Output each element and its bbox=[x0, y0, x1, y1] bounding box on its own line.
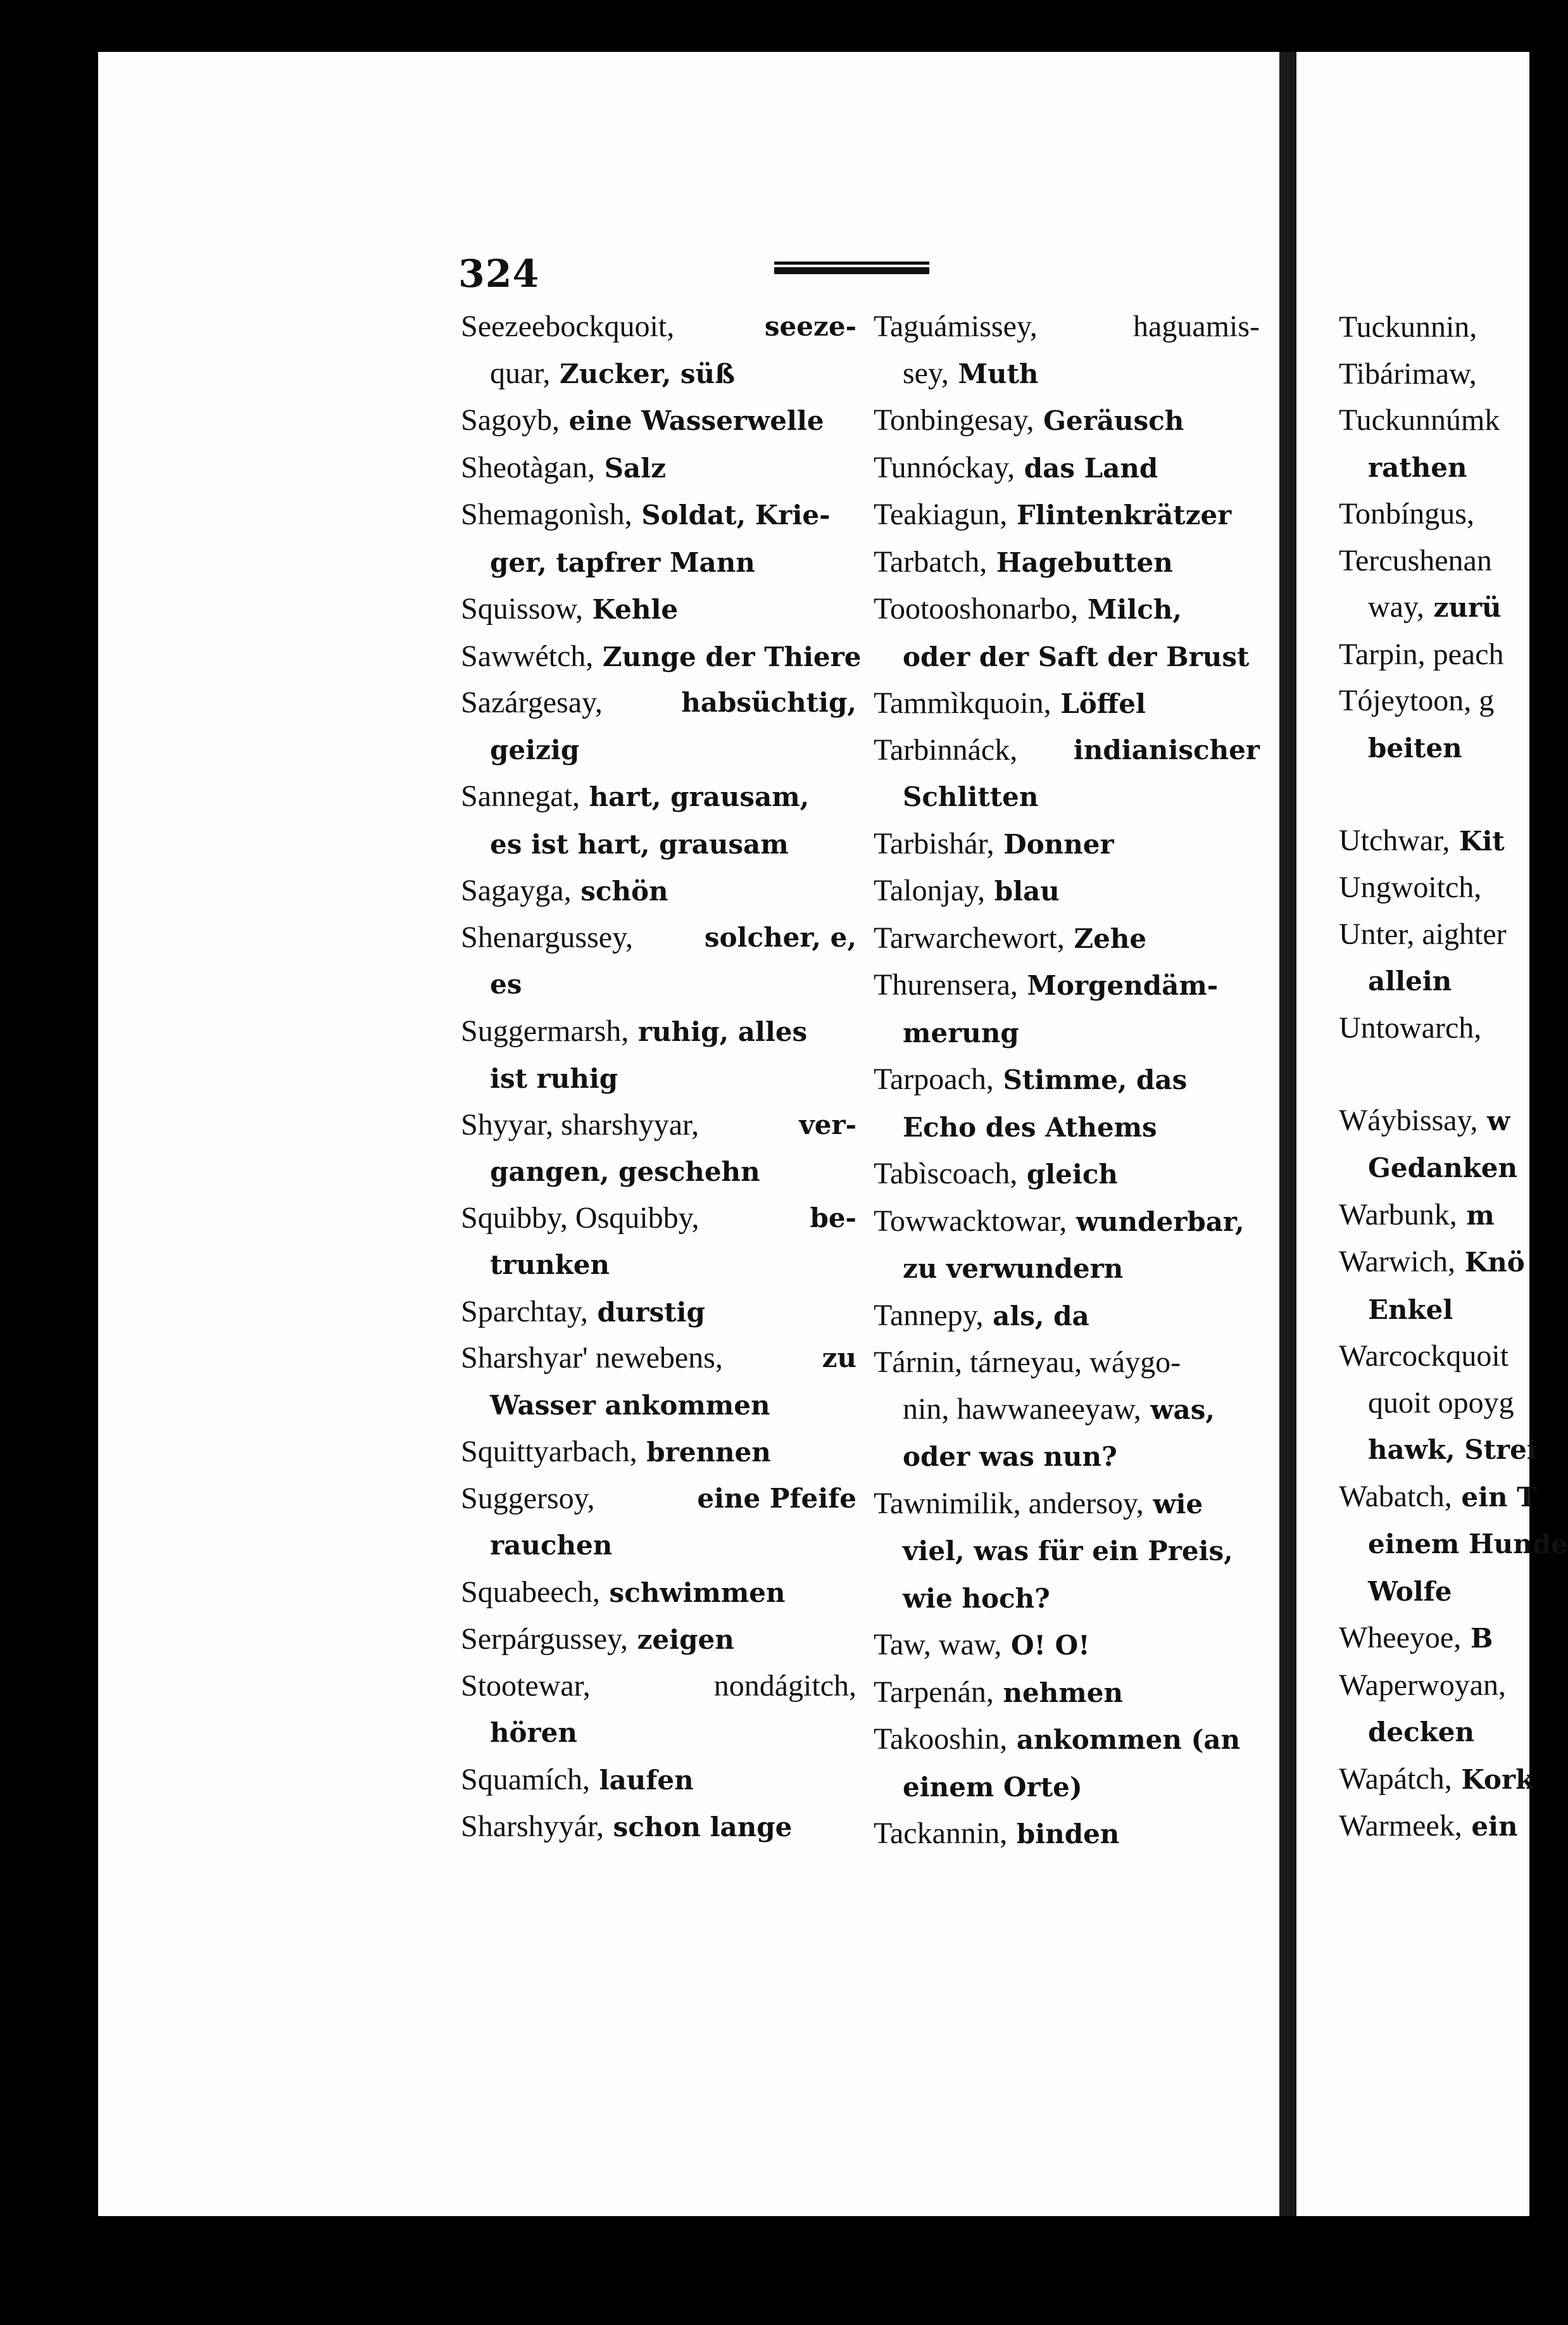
entry-headword: Squabeech, bbox=[461, 1575, 600, 1609]
entry-headword: Waperwoyan, bbox=[1339, 1668, 1507, 1702]
glossary-line bbox=[1339, 1380, 1541, 1427]
entry-gloss: schön bbox=[580, 876, 668, 907]
entry-headword: Tarpin, peach bbox=[1339, 637, 1504, 671]
entry-headword: Squissow, bbox=[461, 592, 583, 626]
glossary-column-2 bbox=[874, 304, 1260, 1858]
entry-gloss: ankommen (an bbox=[1016, 1724, 1241, 1755]
entry-headword: Tonbíngus, bbox=[1339, 497, 1474, 531]
glossary-line bbox=[874, 915, 1260, 962]
glossary-line bbox=[461, 350, 856, 398]
entry-gloss: schwimmen bbox=[609, 1577, 786, 1608]
glossary-line bbox=[874, 1480, 1260, 1528]
glossary-line bbox=[874, 773, 1260, 821]
glossary-line bbox=[1339, 1286, 1541, 1333]
entry-gloss: wunderbar, bbox=[1076, 1206, 1245, 1237]
glossary-column-1 bbox=[461, 304, 862, 1851]
entry-headword: Tarpenán, bbox=[874, 1675, 994, 1709]
glossary-line bbox=[1339, 1756, 1541, 1803]
entry-headword: Wapátch, bbox=[1339, 1761, 1452, 1796]
entry-headword: Tójeytoon, g bbox=[1339, 684, 1495, 717]
entry-gloss: Echo des Athems bbox=[903, 1111, 1157, 1143]
entry-headword: Tuckunnúmk bbox=[1339, 403, 1500, 437]
glossary-line bbox=[461, 821, 856, 868]
glossary-line bbox=[461, 1241, 856, 1289]
glossary-line bbox=[874, 821, 1260, 868]
entry-headword: Squibby, Osquibby, bbox=[461, 1200, 699, 1235]
glossary-line bbox=[1339, 1005, 1541, 1052]
glossary-line bbox=[461, 304, 856, 350]
glossary-line bbox=[461, 633, 862, 681]
glossary-line bbox=[1339, 1568, 1541, 1615]
entry-headword: quar, bbox=[490, 356, 551, 390]
entry-gloss: schon lange bbox=[613, 1811, 793, 1843]
entry-headword: Takooshin, bbox=[874, 1722, 1008, 1756]
glossary-line bbox=[1339, 771, 1541, 817]
glossary-line bbox=[461, 1803, 856, 1851]
entry-headword: Wheeyoe, bbox=[1339, 1621, 1462, 1654]
entry-gloss: es bbox=[490, 969, 522, 1000]
glossary-line bbox=[461, 539, 856, 586]
entry-headword: Warcockquoit bbox=[1339, 1339, 1509, 1373]
glossary-line bbox=[461, 680, 856, 726]
glossary-line bbox=[461, 1569, 856, 1616]
entry-gloss: Donner bbox=[1003, 828, 1114, 860]
entry-headword: Untowarch, bbox=[1339, 1011, 1482, 1045]
glossary-line bbox=[1339, 1803, 1541, 1850]
entry-gloss: Stimme, das bbox=[1003, 1064, 1188, 1095]
entry-gloss: Geräusch bbox=[1043, 405, 1184, 436]
entry-gloss: zu bbox=[822, 1342, 856, 1373]
entry-gloss: gangen, geschehn bbox=[490, 1156, 760, 1187]
entry-gloss: Knö bbox=[1464, 1247, 1525, 1278]
entry-headword: Tercushenan bbox=[1339, 543, 1492, 577]
glossary-line bbox=[874, 1009, 1260, 1057]
entry-headword: Warmeek, bbox=[1339, 1809, 1462, 1843]
glossary-line bbox=[1339, 304, 1541, 351]
entry-gloss: trunken bbox=[490, 1249, 610, 1280]
entry-gloss: Soldat, Krie- bbox=[641, 500, 831, 531]
glossary-line bbox=[874, 397, 1260, 444]
entry-headword: Shemagonìsh, bbox=[461, 498, 632, 531]
entry-gloss: geizig bbox=[490, 734, 580, 766]
entry-gloss: indianischer bbox=[1073, 734, 1260, 766]
entry-headword: Wáybissay, bbox=[1339, 1103, 1478, 1137]
entry-headword: Suggersoy, bbox=[461, 1481, 595, 1515]
glossary-line bbox=[1339, 957, 1541, 1005]
book-gutter bbox=[1279, 52, 1296, 2216]
glossary-line bbox=[1339, 724, 1541, 772]
glossary-line bbox=[461, 1289, 856, 1336]
glossary-line bbox=[461, 1102, 856, 1149]
entry-gloss: hören bbox=[490, 1717, 577, 1748]
entry-headword: nin, hawwaneeyaw, bbox=[903, 1392, 1141, 1426]
glossary-line bbox=[1339, 1144, 1541, 1192]
entry-gloss: Enkel bbox=[1368, 1294, 1453, 1325]
entry-headword: Tarbishár, bbox=[874, 826, 994, 860]
glossary-line bbox=[874, 1198, 1260, 1245]
entry-headword: Squittyarbach, bbox=[461, 1435, 637, 1468]
entry-gloss: eine Pfeife bbox=[697, 1482, 856, 1514]
entry-headword: quoit opoyg bbox=[1368, 1385, 1514, 1420]
entry-gloss: ger, tapfrer Mann bbox=[490, 546, 755, 578]
entry-gloss: Morgendäm- bbox=[1027, 970, 1219, 1001]
glossary-line bbox=[874, 1292, 1260, 1340]
glossary-line bbox=[461, 1008, 856, 1055]
glossary-line bbox=[1339, 1473, 1541, 1521]
entry-headword: Tabìscoach, bbox=[874, 1157, 1018, 1190]
glossary-line bbox=[461, 915, 856, 961]
entry-gloss: hart, grausam, bbox=[589, 781, 810, 812]
entry-gloss: einem Hunde bbox=[1368, 1528, 1568, 1559]
glossary-line bbox=[874, 444, 1260, 492]
entry-gloss: als, da bbox=[993, 1300, 1089, 1332]
glossary-line bbox=[874, 1104, 1260, 1151]
entry-gloss: viel, was für ein Preis, bbox=[903, 1535, 1233, 1566]
entry-gloss: ruhig, alles bbox=[637, 1016, 808, 1047]
glossary-line bbox=[461, 1476, 856, 1522]
glossary-line bbox=[1339, 397, 1541, 444]
glossary-line bbox=[1339, 538, 1541, 584]
glossary-line bbox=[1339, 444, 1541, 491]
glossary-line bbox=[1339, 1238, 1541, 1286]
entry-headword: Tunnóckay, bbox=[874, 450, 1015, 484]
entry-gloss: Gedanken bbox=[1368, 1152, 1518, 1183]
entry-headword: Tannepy, bbox=[874, 1298, 984, 1332]
entry-gloss: Flintenkrätzer bbox=[1016, 500, 1232, 531]
entry-headword: Sagayga, bbox=[461, 874, 572, 907]
glossary-line bbox=[874, 1245, 1260, 1292]
entry-gloss: gleich bbox=[1026, 1159, 1118, 1190]
entry-headword: Utchwar, bbox=[1339, 823, 1450, 857]
glossary-line bbox=[1339, 1662, 1541, 1709]
glossary-line bbox=[1339, 491, 1541, 538]
entry-headword: way, bbox=[1368, 590, 1424, 624]
entry-gloss: Hagebutten bbox=[996, 546, 1173, 578]
glossary-column-3 bbox=[1339, 304, 1568, 1850]
entry-headword: Stootewar, bbox=[461, 1668, 591, 1703]
entry-gloss: merung bbox=[903, 1017, 1019, 1049]
entry-headword: Squamích, bbox=[461, 1762, 590, 1796]
glossary-line bbox=[874, 962, 1260, 1009]
entry-headword: Sagoyb, bbox=[461, 403, 560, 437]
entry-headword: Sheotàgan, bbox=[461, 450, 595, 484]
entry-headword: Warbunk, bbox=[1339, 1197, 1457, 1232]
entry-headword: Sharshyar' newebens, bbox=[461, 1341, 723, 1375]
glossary-line bbox=[1339, 1192, 1541, 1239]
entry-gloss: Löffel bbox=[1060, 688, 1146, 719]
entry-headword: Serpárgussey, bbox=[461, 1622, 628, 1656]
glossary-line bbox=[461, 1055, 856, 1102]
glossary-line bbox=[461, 773, 856, 821]
glossary-line bbox=[461, 586, 856, 633]
glossary-line bbox=[461, 1756, 856, 1804]
entry-headword: Tarpoach, bbox=[874, 1062, 994, 1096]
glossary-line bbox=[461, 1148, 856, 1195]
glossary-line bbox=[874, 350, 1260, 398]
header-rule bbox=[774, 261, 929, 274]
entry-headword: Sawwétch, bbox=[461, 639, 594, 673]
glossary-line bbox=[874, 1433, 1260, 1480]
entry-gloss: seeze- bbox=[764, 311, 856, 342]
entry-gloss: be- bbox=[810, 1202, 856, 1233]
entry-gloss: nondágitch, bbox=[713, 1668, 856, 1703]
entry-headword: sey, bbox=[903, 356, 949, 390]
glossary-line bbox=[461, 867, 856, 915]
entry-gloss: allein bbox=[1368, 966, 1452, 997]
glossary-line bbox=[874, 867, 1260, 915]
glossary-line bbox=[874, 1386, 1260, 1433]
entry-headword: Towwacktowar, bbox=[874, 1204, 1067, 1238]
glossary-line bbox=[461, 1428, 856, 1476]
entry-gloss: oder was nun? bbox=[903, 1441, 1117, 1472]
entry-headword: Sparchtay, bbox=[461, 1294, 588, 1328]
glossary-line bbox=[874, 1716, 1260, 1763]
entry-gloss: das Land bbox=[1024, 452, 1158, 484]
glossary-line bbox=[1339, 817, 1541, 865]
entry-headword: Tawnimilik, andersoy, bbox=[874, 1486, 1144, 1520]
glossary-line bbox=[874, 1575, 1260, 1622]
glossary-line bbox=[1339, 631, 1541, 678]
entry-headword: Taw, waw, bbox=[874, 1628, 1002, 1661]
entry-gloss: ver- bbox=[799, 1109, 856, 1140]
glossary-line bbox=[874, 304, 1260, 350]
entry-gloss: es ist hart, grausam bbox=[490, 828, 789, 860]
entry-headword: Suggermarsh, bbox=[461, 1014, 629, 1048]
entry-headword: Sazárgesay, bbox=[461, 686, 603, 719]
entry-gloss: brennen bbox=[646, 1437, 771, 1468]
entry-headword: Taguámissey, bbox=[874, 310, 1038, 343]
entry-gloss: durstig bbox=[597, 1296, 705, 1328]
glossary-line bbox=[461, 1709, 856, 1756]
glossary-line bbox=[1339, 1426, 1541, 1473]
entry-gloss: wie bbox=[1153, 1488, 1203, 1520]
entry-headword: Tuckunnin, bbox=[1339, 310, 1477, 344]
entry-gloss: ist ruhig bbox=[490, 1063, 618, 1094]
glossary-line bbox=[874, 1150, 1260, 1198]
glossary-line bbox=[461, 444, 856, 492]
entry-gloss: was, bbox=[1150, 1394, 1215, 1425]
entry-gloss: blau bbox=[994, 876, 1060, 907]
glossary-line bbox=[874, 539, 1260, 586]
entry-headword: Tonbingesay, bbox=[874, 403, 1034, 437]
entry-gloss: eine Wasserwelle bbox=[568, 405, 824, 436]
entry-gloss: rauchen bbox=[490, 1530, 613, 1561]
glossary-line bbox=[1339, 1097, 1541, 1145]
entry-headword: Shyyar, sharshyyar, bbox=[461, 1107, 699, 1142]
entry-headword: Tackannin, bbox=[874, 1817, 1008, 1850]
entry-gloss: oder der Saft der Brust bbox=[903, 641, 1250, 672]
glossary-line bbox=[874, 633, 1260, 681]
entry-gloss: Muth bbox=[958, 358, 1039, 389]
glossary-line bbox=[874, 1810, 1260, 1858]
entry-gloss: zurü bbox=[1433, 592, 1502, 623]
entry-headword: Tárnin, tárneyau, wáygo- bbox=[874, 1345, 1181, 1379]
entry-gloss: decken bbox=[1368, 1717, 1475, 1748]
glossary-line bbox=[874, 586, 1260, 633]
entry-gloss: Kit bbox=[1458, 825, 1505, 857]
entry-gloss: hawk, Strei bbox=[1368, 1434, 1537, 1465]
entry-headword: Ungwoitch, bbox=[1339, 871, 1482, 904]
glossary-line bbox=[874, 1669, 1260, 1717]
glossary-line bbox=[874, 1527, 1260, 1575]
glossary-line bbox=[1339, 1708, 1541, 1756]
glossary-line bbox=[874, 728, 1260, 774]
glossary-line bbox=[874, 1622, 1260, 1669]
entry-gloss: binden bbox=[1016, 1818, 1120, 1849]
entry-gloss: B bbox=[1470, 1623, 1493, 1654]
entry-gloss: beiten bbox=[1368, 732, 1462, 764]
entry-headword: Thurensera, bbox=[874, 968, 1018, 1002]
entry-gloss: Wasser ankommen bbox=[490, 1389, 770, 1421]
entry-headword: Tammìkquoin, bbox=[874, 686, 1051, 720]
glossary-line bbox=[461, 1335, 856, 1382]
glossary-line bbox=[874, 1763, 1260, 1811]
glossary-line bbox=[461, 1382, 856, 1429]
glossary-line bbox=[1339, 584, 1541, 631]
glossary-line bbox=[461, 1195, 856, 1242]
glossary-line bbox=[461, 1522, 856, 1569]
page-number: 324 bbox=[458, 252, 540, 296]
glossary-line bbox=[461, 397, 856, 444]
glossary-line bbox=[1339, 1051, 1541, 1097]
entry-headword: Unter, aighter bbox=[1339, 917, 1507, 951]
entry-gloss: zu verwundern bbox=[903, 1253, 1124, 1284]
entry-gloss: Zucker, süß bbox=[560, 358, 735, 389]
entry-gloss: Wolfe bbox=[1368, 1575, 1452, 1607]
entry-gloss: Kork bbox=[1461, 1763, 1534, 1795]
entry-gloss: zeigen bbox=[637, 1624, 734, 1655]
glossary-line bbox=[874, 680, 1260, 728]
entry-headword: Tarbinnáck, bbox=[874, 733, 1018, 767]
entry-gloss: w bbox=[1487, 1105, 1510, 1137]
entry-headword: Seezeebockquoit, bbox=[461, 310, 675, 343]
entry-gloss: einem Orte) bbox=[903, 1771, 1082, 1803]
entry-headword: Tarbatch, bbox=[874, 545, 988, 579]
entry-headword: Sharshyyár, bbox=[461, 1810, 605, 1843]
glossary-line bbox=[461, 1616, 856, 1663]
entry-gloss: Salz bbox=[604, 452, 666, 484]
entry-gloss: Kehle bbox=[592, 594, 679, 625]
entry-gloss: Milch, bbox=[1087, 594, 1182, 625]
glossary-line bbox=[874, 1339, 1260, 1386]
glossary-line bbox=[461, 491, 856, 539]
entry-headword: Warwich, bbox=[1339, 1245, 1456, 1278]
entry-gloss: nehmen bbox=[1003, 1677, 1123, 1708]
glossary-line bbox=[1339, 1333, 1541, 1380]
entry-gloss: Zunge der Thiere bbox=[602, 641, 862, 672]
entry-headword: Shenargussey, bbox=[461, 920, 633, 954]
entry-gloss: Schlitten bbox=[903, 781, 1039, 812]
entry-headword: Tibárimaw, bbox=[1339, 356, 1477, 391]
glossary-line bbox=[461, 1663, 856, 1710]
entry-gloss: rathen bbox=[1368, 451, 1467, 483]
entry-gloss: habsüchtig, bbox=[681, 687, 856, 718]
entry-headword: Tarwarchewort, bbox=[874, 921, 1065, 955]
entry-headword: Talonjay, bbox=[874, 874, 986, 907]
glossary-line bbox=[1339, 677, 1541, 724]
entry-headword: Sannegat, bbox=[461, 779, 580, 813]
entry-headword: Tootooshonarbo, bbox=[874, 592, 1079, 626]
entry-gloss: Zehe bbox=[1074, 923, 1147, 954]
glossary-line bbox=[1339, 1520, 1568, 1568]
entry-gloss: O! O! bbox=[1010, 1630, 1090, 1661]
entry-gloss: haguamis- bbox=[1133, 310, 1260, 343]
entry-gloss: laufen bbox=[599, 1764, 694, 1796]
entry-headword: Teakiagun, bbox=[874, 498, 1008, 531]
entry-gloss: ein T bbox=[1461, 1481, 1537, 1513]
entry-headword: Wabatch, bbox=[1339, 1479, 1452, 1513]
glossary-line bbox=[874, 491, 1260, 539]
glossary-line bbox=[1339, 864, 1541, 911]
entry-gloss: solcher, e, bbox=[704, 921, 856, 953]
entry-gloss: wie hoch? bbox=[903, 1582, 1050, 1614]
entry-gloss: m bbox=[1466, 1199, 1495, 1231]
entry-gloss: ein bbox=[1471, 1811, 1518, 1842]
glossary-line bbox=[1339, 911, 1541, 958]
glossary-line bbox=[1339, 351, 1541, 398]
glossary-line bbox=[461, 726, 856, 774]
glossary-line bbox=[1339, 1615, 1541, 1662]
glossary-line bbox=[874, 1056, 1260, 1104]
glossary-line bbox=[461, 961, 856, 1008]
